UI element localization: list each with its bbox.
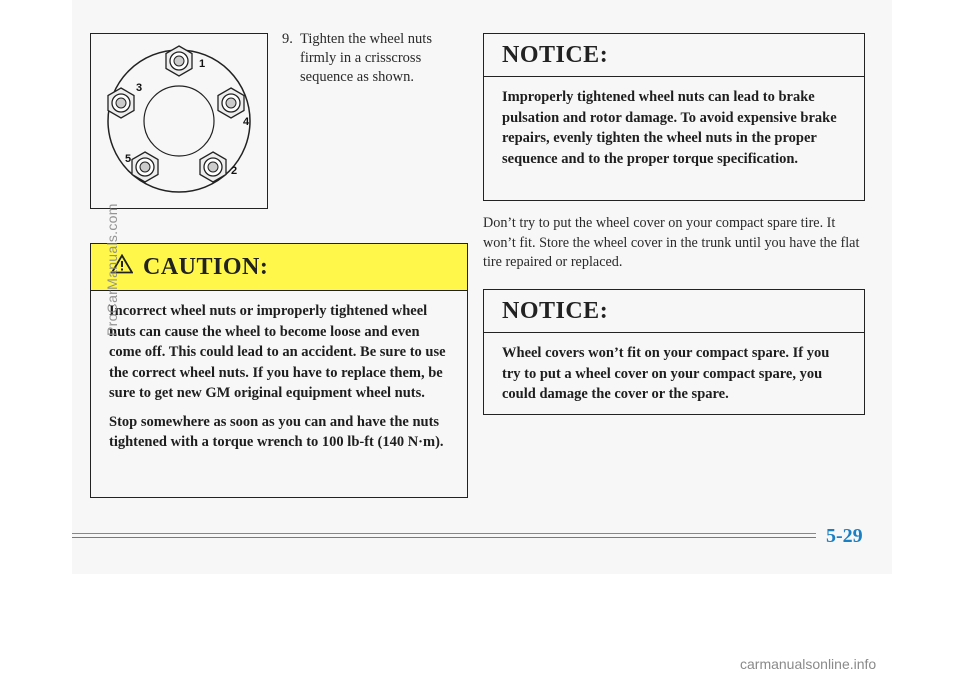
wheel-nut-2 xyxy=(200,152,226,182)
wheel-nut-4 xyxy=(218,88,244,118)
caution-paragraph-2: Stop somewhere as soon as you can and have the nuts tightened with a torque wrench to 100 lb-ft (140 N·m). xyxy=(109,413,444,450)
footer-rule xyxy=(72,533,816,534)
nut-label-1: 1 xyxy=(199,58,206,70)
notice-body: Improperly tightened wheel nuts can lead to brake pulsation and rotor damage. To avoid expensive brake repairs, evenly tighten the wheel nuts in the proper sequence and to the proper torque specification. xyxy=(502,89,837,167)
step-number: 9. xyxy=(282,31,293,47)
caution-header xyxy=(91,244,467,291)
nut-label-5: 5 xyxy=(125,153,132,165)
nut-label-2: 2 xyxy=(231,165,238,177)
caution-body xyxy=(91,291,467,453)
notice-heading: NOTICE: xyxy=(484,34,864,77)
wheel-hub-center-circle xyxy=(144,86,214,156)
nut-label-4: 4 xyxy=(243,116,250,128)
caution-heading: CAUTION: xyxy=(143,253,269,280)
step-text: Tighten the wheel nuts firmly in a crisscross sequence as shown. xyxy=(300,31,432,85)
wheel-nut-1 xyxy=(166,46,192,76)
footer-rule xyxy=(72,537,816,538)
bottom-watermark: carmanualsonline.info xyxy=(740,656,877,672)
page-number: 5-29 xyxy=(826,525,863,547)
caution-paragraph-1: Incorrect wheel nuts or improperly tightened wheel nuts can cause the wheel to become loose and even come off. This could lead to an accident. Be sure to use the correct wheel nuts. If you have to replace them, be sure to get new GM original equipment wheel nuts. xyxy=(109,303,446,401)
wheel-nut-diagram xyxy=(90,33,268,209)
wheel-nut-3 xyxy=(108,88,134,118)
notice-heading: NOTICE: xyxy=(484,290,864,333)
wheel-nut-5 xyxy=(132,152,158,182)
caution-box xyxy=(90,243,468,498)
nut-label-3: 3 xyxy=(136,82,143,94)
side-watermark: ProCarManuals.com xyxy=(104,203,120,336)
notice-body: Wheel covers won’t fit on your compact spare. If you try to put a wheel cover on your compact spare, you could damage the cover or the spare. xyxy=(502,345,830,402)
wheel-cover-paragraph: Don’t try to put the wheel cover on your compact spare tire. It won’t fit. Store the wheel cover in the trunk until you have the flat tire repaired or replaced. xyxy=(483,215,860,270)
notice-box-brake xyxy=(483,33,865,201)
notice-box-wheel-cover xyxy=(483,289,865,415)
wheel-nut-sequence-svg xyxy=(91,34,267,208)
step-9 xyxy=(282,30,462,87)
